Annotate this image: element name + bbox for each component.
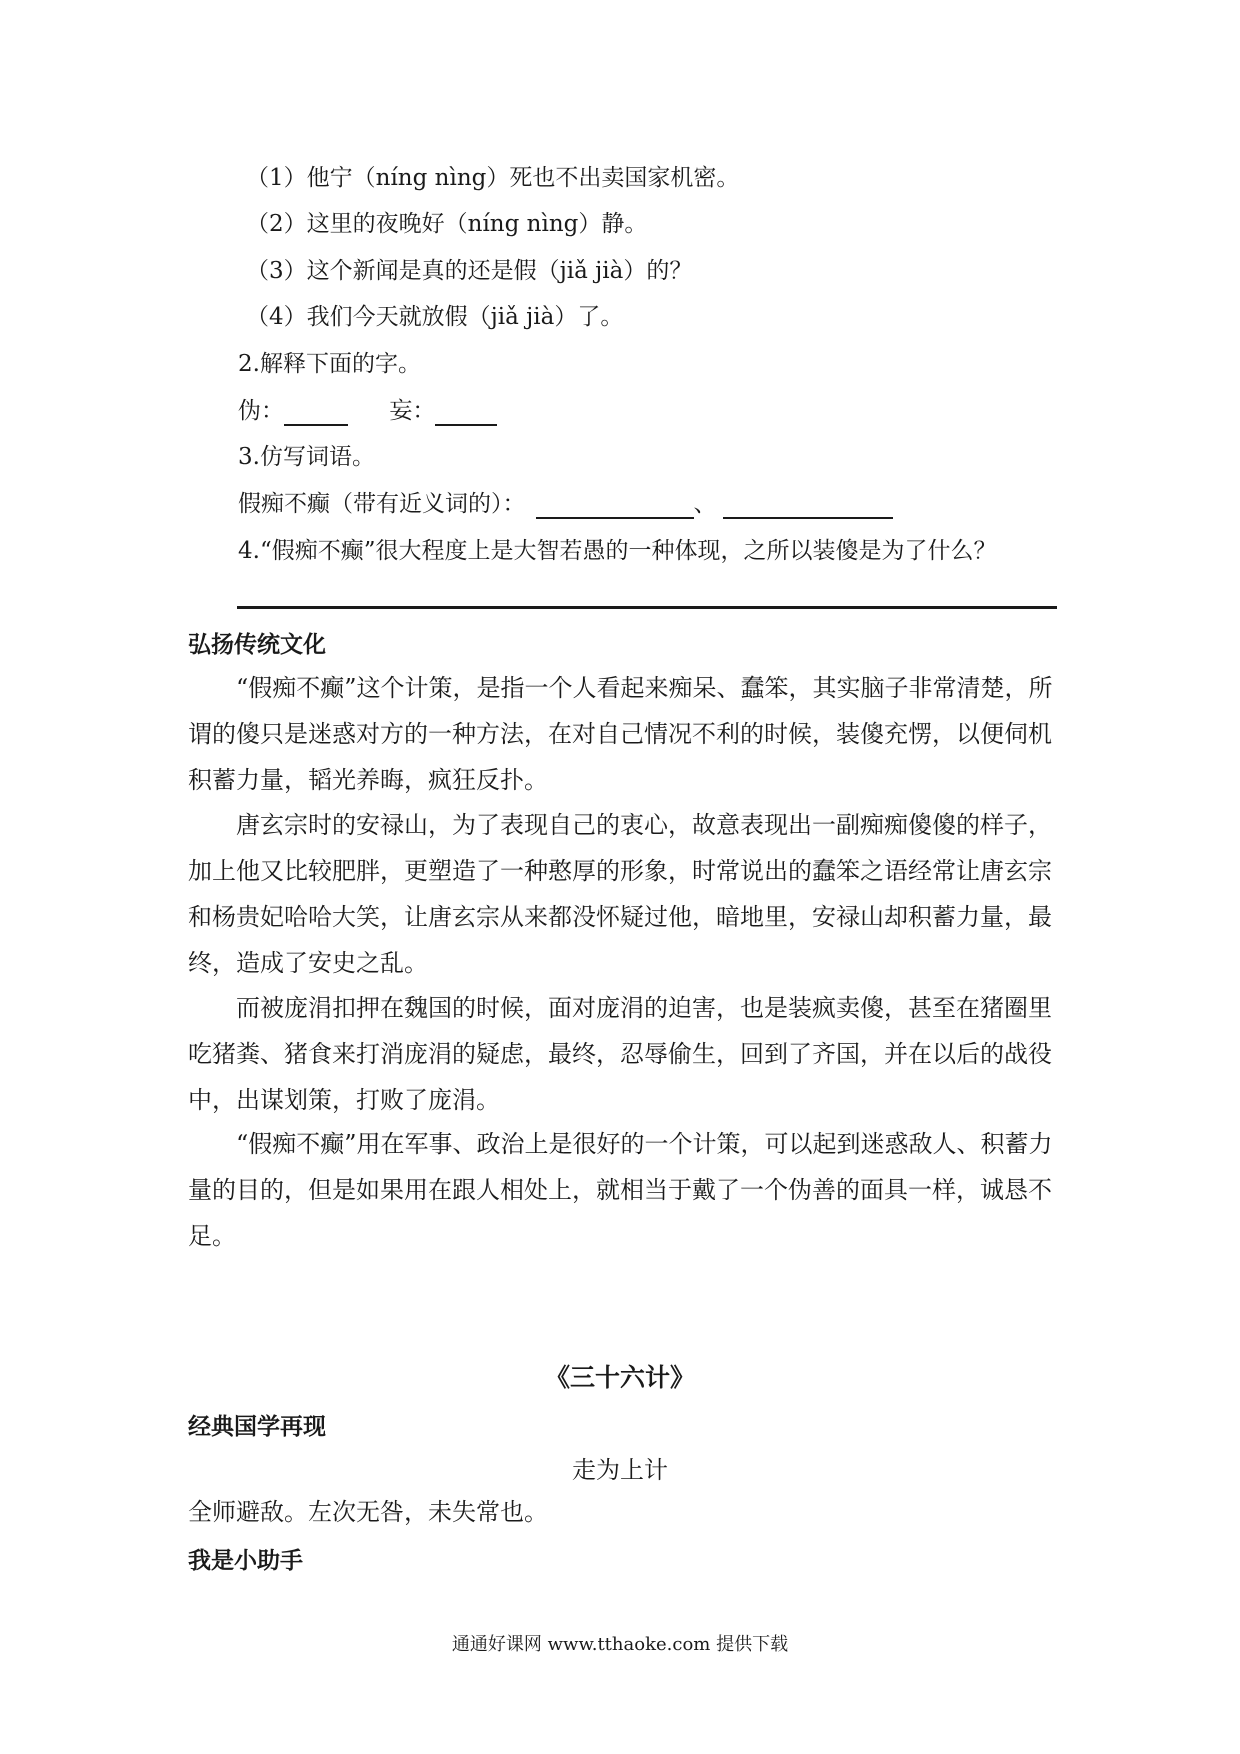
footer-text: 通通好课网 www.tthaoke.com 提供下载 [451,1634,789,1655]
section-helper-heading: 我是小助手 [188,1548,303,1574]
wei-label: 伪： [238,398,284,424]
wang-label: 妄： [389,398,436,424]
pron-item-1: （1）他宁（níng nìng）死也不出卖国家机密。 [246,165,740,191]
pron-item-4: （4）我们今天就放假（jiǎ jià）了。 [246,304,624,330]
question-4: 4.“假痴不癫”很大程度上是大智若愚的一种体现，之所以装傻是为了什么？ [238,538,997,564]
wei-blank[interactable] [284,400,348,426]
q3-blank-2[interactable] [723,493,893,519]
strategy-text: 全师避敌。左次无咎，未失常也。 [188,1498,548,1526]
question-2-answers [238,396,497,426]
question-3: 3.仿写词语。 [238,444,375,470]
culture-paragraph-1: “假痴不癫”这个计策，是指一个人看起来痴呆、蠢笨，其实脑子非常清楚，所谓的傻只是迷惑对方的一种方法，在对自己情况不利的时候，装傻充愣，以便伺机积蓄力量，韬光养晦，疯狂反扑。 [188,674,1053,794]
culture-paragraph-2: 唐玄宗时的安禄山，为了表现自己的衷心，故意表现出一副痴痴傻傻的样子，加上他又比较肥胖，更塑造了一种憨厚的形象，时常说出的蠢笨之语经常让唐玄宗和杨贵妃哈哈大笑，让唐玄宗从来都没怀疑过他，暗地里，安禄山却积蓄力量，最终，造成了安史之乱。 [188,811,1052,977]
q3-prompt: 假痴不癫（带有近义词的）： [238,491,526,517]
pron-item-3: （3）这个新闻是真的还是假（jiǎ jià）的？ [246,258,693,284]
question-3-answers [238,489,893,519]
pron-item-2: （2）这里的夜晚好（níng nìng）静。 [246,211,648,237]
culture-heading: 弘扬传统文化 [188,632,326,658]
strategy-title: 走为上计 [572,1456,668,1484]
culture-paragraph-4: “假痴不癫”用在军事、政治上是很好的一个计策，可以起到迷惑敌人、积蓄力量的目的，但是如果用在跟人相处上，就相当于戴了一个伪善的面具一样，诚恳不足。 [188,1130,1053,1250]
q3-separator: 、 [693,491,717,517]
wang-blank[interactable] [435,400,497,426]
q3-blank-1[interactable] [536,493,694,519]
answer-line[interactable] [237,606,1057,609]
book-title: 《三十六计》 [544,1363,695,1392]
question-2: 2.解释下面的字。 [238,351,421,377]
section-classic-heading: 经典国学再现 [188,1414,326,1440]
culture-paragraph-3: 而被庞涓扣押在魏国的时候，面对庞涓的迫害，也是装疯卖傻，甚至在猪圈里吃猪粪、猪食来打消庞涓的疑虑，最终，忍辱偷生，回到了齐国，并在以后的战役中，出谋划策，打败了庞涓。 [188,994,1052,1114]
